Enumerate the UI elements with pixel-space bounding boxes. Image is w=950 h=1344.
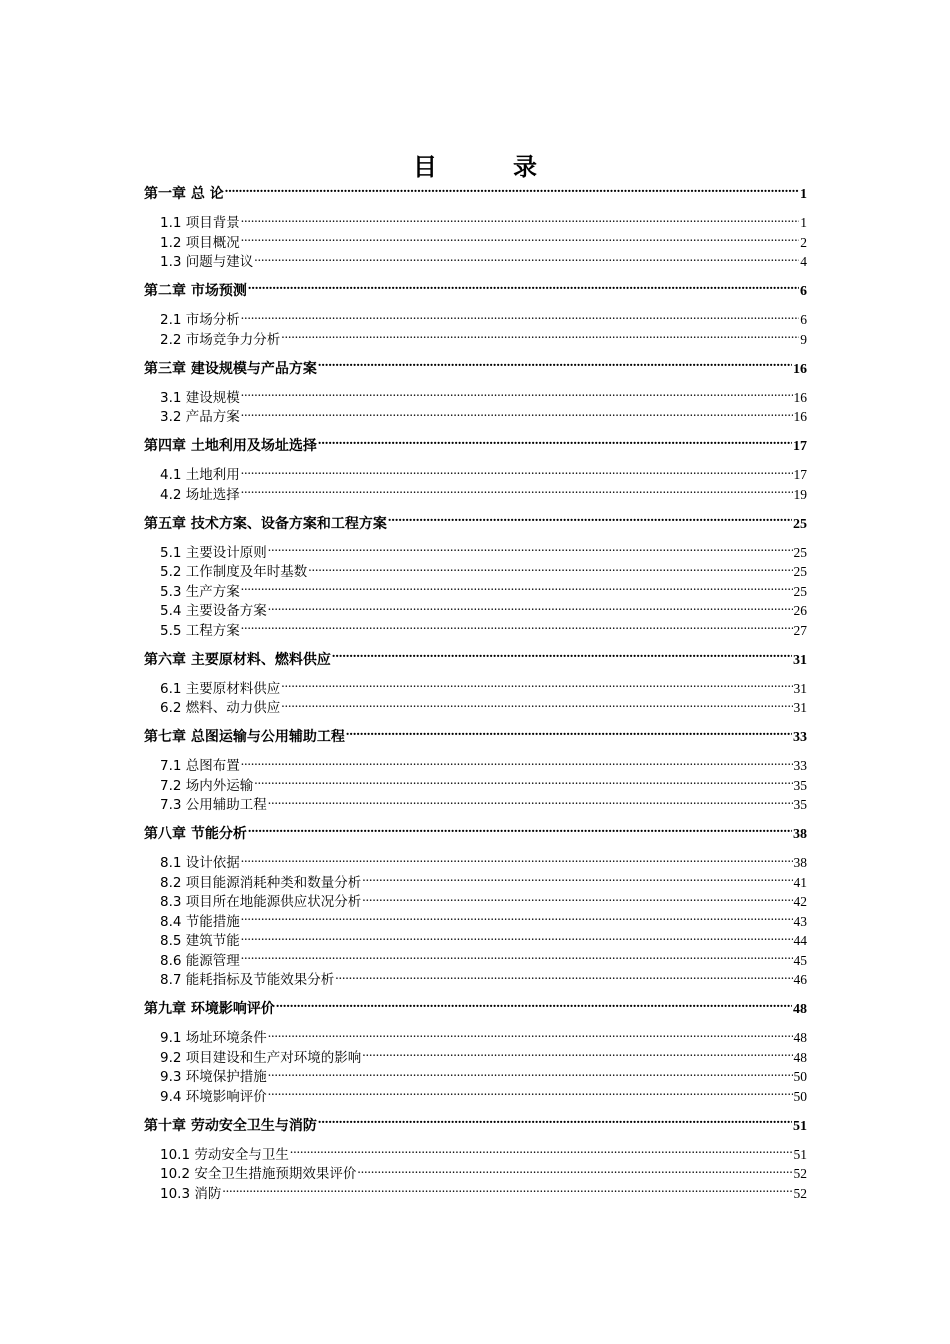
section-label: 10.3 消防 [160,1185,222,1202]
toc-title: 目 录 [413,153,563,181]
toc-section-entry[interactable] [144,465,807,485]
toc-section-entry[interactable] [144,698,807,718]
dot-leader [290,1145,793,1159]
dot-leader [388,514,792,528]
dot-leader [268,1029,793,1043]
dot-leader [318,1116,792,1130]
section-page-number: 43 [793,913,807,929]
toc-chapter-entry[interactable] [144,281,807,301]
toc-section-entry[interactable] [144,853,807,873]
section-label: 8.6 能源管理 [160,952,240,969]
section-label: 8.7 能耗指标及节能效果分析 [160,972,335,988]
toc-section-entry[interactable] [144,679,807,699]
chapter-page-number: 38 [793,827,807,842]
dot-leader [241,311,799,325]
toc-section-entry[interactable] [144,970,807,990]
toc-section-entry[interactable] [144,213,807,233]
section-page-number: 45 [793,952,807,968]
table-of-contents [144,184,807,1203]
toc-section-entry[interactable] [144,601,807,621]
toc-chapter-entry[interactable] [144,436,807,456]
toc-section-entry[interactable] [144,233,807,253]
dot-leader [254,253,799,267]
dot-leader [241,466,793,480]
chapter-label: 第二章 市场预测 [144,283,247,299]
section-page-number: 50 [793,1069,807,1084]
toc-section-entry[interactable] [144,310,807,330]
dot-leader [241,214,799,228]
toc-section-entry[interactable] [144,776,807,796]
section-page-number: 26 [793,603,807,618]
section-page-number: 41 [793,874,807,890]
toc-section-entry[interactable] [144,1028,807,1048]
section-label: 2.1 市场分析 [160,312,240,328]
dot-leader [241,854,793,868]
section-page-number: 31 [793,680,807,696]
dot-leader [241,408,793,422]
toc-section-entry[interactable] [144,621,807,641]
section-label: 9.3 环境保护措施 [160,1069,267,1085]
chapter-label: 第六章 主要原材料、燃料供应 [144,651,331,668]
toc-section-entry[interactable] [144,912,807,932]
toc-section-entry[interactable] [144,795,807,815]
section-page-number: 25 [793,564,807,579]
toc-section-entry[interactable] [144,892,807,912]
section-page-number: 19 [793,486,807,502]
chapter-page-number: 16 [793,361,807,377]
dot-leader [268,796,793,810]
chapter-page-number: 6 [800,284,807,299]
section-page-number: 38 [793,855,807,870]
dot-leader [281,679,792,693]
toc-section-entry[interactable] [144,582,807,602]
chapter-label: 第五章 技术方案、设备方案和工程方案 [144,515,387,532]
dot-leader [268,602,793,616]
dot-leader [241,621,793,635]
dot-leader [241,951,793,965]
section-page-number: 51 [793,1146,807,1162]
section-label: 2.2 市场竞争力分析 [160,331,281,348]
toc-section-entry[interactable] [144,1145,807,1165]
chapter-page-number: 25 [793,516,807,532]
toc-section-entry[interactable] [144,562,807,582]
dot-leader [241,485,793,499]
chapter-page-number: 17 [793,439,807,454]
section-label: 6.1 主要原材料供应 [160,680,281,697]
section-label: 10.1 劳动安全与卫生 [160,1146,289,1163]
dot-leader [308,563,792,577]
chapter-label: 第三章 建设规模与产品方案 [144,360,317,377]
section-label: 5.3 生产方案 [160,583,240,600]
toc-chapter-entry[interactable] [144,184,807,204]
section-page-number: 9 [800,331,807,347]
dot-leader [362,893,792,907]
toc-section-entry[interactable] [144,1087,807,1107]
section-label: 4.1 土地利用 [160,467,240,483]
section-label: 5.5 工程方案 [160,622,240,639]
section-page-number: 4 [800,254,807,269]
section-page-number: 1 [800,215,807,230]
section-label: 5.4 主要设备方案 [160,603,267,619]
section-label: 8.4 节能措施 [160,913,240,930]
toc-section-entry[interactable] [144,543,807,563]
toc-section-entry[interactable] [144,951,807,971]
dot-leader [281,330,799,344]
chapter-label: 第七章 总图运输与公用辅助工程 [144,729,345,745]
dot-leader [241,912,793,926]
toc-section-entry[interactable] [144,485,807,505]
section-page-number: 35 [793,797,807,812]
section-label: 1.2 项目概况 [160,234,240,251]
section-page-number: 52 [793,1185,807,1201]
toc-section-entry[interactable] [144,330,807,350]
dot-leader [248,824,792,838]
chapter-page-number: 33 [793,730,807,745]
dot-leader [332,650,792,664]
section-label: 8.3 项目所在地能源供应状况分析 [160,894,362,910]
toc-chapter-entry[interactable] [144,514,807,534]
toc-chapter-entry[interactable] [144,727,807,747]
section-page-number: 27 [793,622,807,638]
section-label: 1.3 问题与建议 [160,254,254,270]
section-label: 9.2 项目建设和生产对环境的影响 [160,1049,362,1066]
section-page-number: 48 [793,1049,807,1065]
section-page-number: 6 [800,312,807,327]
dot-leader [268,1068,793,1082]
section-label: 3.1 建设规模 [160,389,240,406]
toc-chapter-entry[interactable] [144,1116,807,1136]
chapter-page-number: 48 [793,1002,807,1017]
section-label: 3.2 产品方案 [160,409,240,425]
toc-section-entry[interactable] [144,1048,807,1068]
toc-section-entry[interactable] [144,1067,807,1087]
chapter-label: 第一章 总 论 [144,186,224,202]
toc-section-entry[interactable] [144,407,807,427]
dot-leader [241,757,793,771]
section-label: 7.2 场内外运输 [160,777,254,794]
section-label: 5.2 工作制度及年时基数 [160,564,308,580]
dot-leader [241,582,793,596]
chapter-page-number: 51 [793,1118,807,1134]
dot-leader [241,388,793,402]
section-page-number: 46 [793,972,807,987]
chapter-page-number: 31 [793,652,807,668]
section-label: 8.2 项目能源消耗种类和数量分析 [160,874,362,891]
dot-leader [222,1184,792,1198]
section-page-number: 42 [793,894,807,909]
section-label: 1.1 项目背景 [160,215,240,231]
section-page-number: 25 [793,544,807,560]
toc-section-entry[interactable] [144,252,807,272]
section-page-number: 44 [793,933,807,948]
section-page-number: 16 [793,409,807,424]
chapter-label: 第九章 环境影响评价 [144,1001,275,1017]
dot-leader [241,233,799,247]
section-page-number: 50 [793,1088,807,1104]
dot-leader [254,776,792,790]
section-label: 7.1 总图布置 [160,758,240,774]
toc-chapter-entry[interactable] [144,999,807,1019]
section-page-number: 25 [793,583,807,599]
dot-leader [318,359,792,373]
dot-leader [335,971,792,985]
section-page-number: 33 [793,758,807,773]
dot-leader [268,543,793,557]
dot-leader [346,727,792,741]
section-label: 10.2 安全卫生措施预期效果评价 [160,1166,357,1182]
toc-chapter-entry[interactable] [144,359,807,379]
dot-leader [281,699,792,713]
dot-leader [357,1165,792,1179]
section-label: 9.1 场址环境条件 [160,1030,267,1046]
section-page-number: 48 [793,1030,807,1045]
dot-leader [248,281,799,295]
section-page-number: 2 [800,234,807,250]
section-label: 8.5 建筑节能 [160,933,240,949]
section-label: 7.3 公用辅助工程 [160,797,267,813]
section-label: 6.2 燃料、动力供应 [160,700,281,716]
toc-chapter-entry[interactable] [144,824,807,844]
section-page-number: 16 [793,389,807,405]
chapter-label: 第四章 土地利用及场址选择 [144,438,317,454]
dot-leader [276,999,792,1013]
toc-section-entry[interactable] [144,931,807,951]
chapter-label: 第十章 劳动安全卫生与消防 [144,1117,317,1134]
dot-leader [362,1048,792,1062]
toc-section-entry[interactable] [144,388,807,408]
section-label: 8.1 设计依据 [160,855,240,871]
toc-section-entry[interactable] [144,873,807,893]
section-label: 4.2 场址选择 [160,486,240,503]
section-page-number: 52 [793,1166,807,1181]
dot-leader [268,1087,793,1101]
toc-chapter-entry[interactable] [144,650,807,670]
section-page-number: 17 [793,467,807,482]
section-label: 5.1 主要设计原则 [160,544,267,561]
chapter-page-number: 1 [800,187,807,202]
section-page-number: 31 [793,700,807,715]
dot-leader [318,436,792,450]
toc-section-entry[interactable] [144,1164,807,1184]
section-label: 9.4 环境影响评价 [160,1088,267,1105]
dot-leader [362,873,792,887]
toc-section-entry[interactable] [144,1184,807,1204]
dot-leader [225,184,799,198]
dot-leader [241,932,793,946]
section-page-number: 35 [793,777,807,793]
toc-section-entry[interactable] [144,756,807,776]
chapter-label: 第八章 节能分析 [144,826,247,842]
